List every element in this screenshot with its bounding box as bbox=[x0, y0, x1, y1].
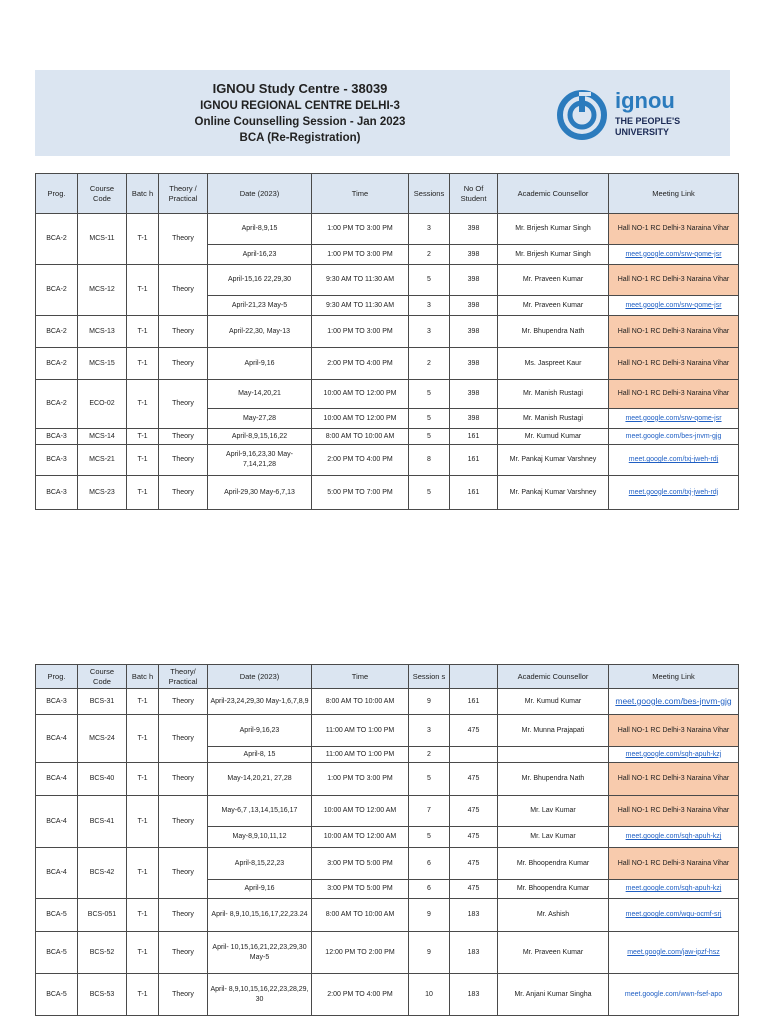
meeting-link-cell bbox=[609, 689, 739, 715]
venue-cell: Hall NO-1 RC Delhi-3 Naraina Vihar bbox=[609, 763, 739, 796]
students-cell: 398 bbox=[450, 380, 498, 409]
counsellor-cell: Mr. Brijesh Kumar Singh bbox=[498, 245, 609, 265]
students-cell: 398 bbox=[450, 316, 498, 348]
col-time: Time bbox=[312, 174, 409, 214]
prog-cell: BCA-2 bbox=[36, 214, 78, 265]
batch-cell: T-1 bbox=[127, 265, 159, 316]
date-cell: April- 10,15,16,21,22,23,29,30 May-5 bbox=[208, 932, 312, 974]
prog-cell: BCA-3 bbox=[36, 476, 78, 510]
table-row bbox=[36, 445, 739, 476]
prog-cell: BCA-2 bbox=[36, 316, 78, 348]
date-cell: April-22,30, May-13 bbox=[208, 316, 312, 348]
type-cell: Theory bbox=[159, 974, 208, 1016]
date-cell: April-29,30 May-6,7,13 bbox=[208, 476, 312, 510]
students-cell: 398 bbox=[450, 265, 498, 296]
schedule-table-1 bbox=[35, 173, 739, 510]
time-cell: 8:00 AM TO 10:00 AM bbox=[312, 429, 409, 445]
students-cell: 475 bbox=[450, 715, 498, 747]
date-cell: April-9,16 bbox=[208, 348, 312, 380]
sessions-cell: 3 bbox=[409, 715, 450, 747]
time-cell: 2:00 PM TO 4:00 PM bbox=[312, 348, 409, 380]
time-cell: 9:30 AM TO 11:30 AM bbox=[312, 296, 409, 316]
col-counsellor: Academic Counsellor bbox=[498, 174, 609, 214]
type-cell: Theory bbox=[159, 316, 208, 348]
batch-cell: T-1 bbox=[127, 974, 159, 1016]
sessions-cell: 5 bbox=[409, 265, 450, 296]
table-row bbox=[36, 348, 739, 380]
sessions-cell: 6 bbox=[409, 848, 450, 880]
date-cell: April-8,15,22,23 bbox=[208, 848, 312, 880]
col-sessions: Sessions bbox=[409, 174, 450, 214]
prog-cell: BCA-5 bbox=[36, 899, 78, 932]
table-row bbox=[36, 265, 739, 296]
type-cell: Theory bbox=[159, 429, 208, 445]
students-cell: 398 bbox=[450, 296, 498, 316]
course-code-cell: MCS-15 bbox=[78, 348, 127, 380]
sessions-cell: 3 bbox=[409, 316, 450, 348]
counsellor-cell: Mr. Praveen Kumar bbox=[498, 296, 609, 316]
study-centre-title: IGNOU Study Centre - 38039 bbox=[212, 81, 388, 96]
prog-cell: BCA-4 bbox=[36, 796, 78, 848]
counsellor-cell: Mr. Manish Rustagi bbox=[498, 380, 609, 409]
students-cell: 161 bbox=[450, 476, 498, 510]
course-code-cell: MCS-11 bbox=[78, 214, 127, 265]
students-cell: 475 bbox=[450, 848, 498, 880]
counsellor-cell: Mr. Bhoopendra Kumar bbox=[498, 848, 609, 880]
counsellor-cell: Mr. Praveen Kumar bbox=[498, 265, 609, 296]
date-cell: May-14,20,21, 27,28 bbox=[208, 763, 312, 796]
time-cell: 2:00 PM TO 4:00 PM bbox=[312, 974, 409, 1016]
type-cell: Theory bbox=[159, 763, 208, 796]
venue-cell: Hall NO-1 RC Delhi-3 Naraina Vihar bbox=[609, 796, 739, 827]
sessions-cell: 5 bbox=[409, 409, 450, 429]
students-cell: 398 bbox=[450, 409, 498, 429]
date-cell: April-8,9,15,16,22 bbox=[208, 429, 312, 445]
batch-cell: T-1 bbox=[127, 689, 159, 715]
col-course-code: Course Code bbox=[78, 174, 127, 214]
date-cell: April-15,16 22,29,30 bbox=[208, 265, 312, 296]
col-date: Date (2023) bbox=[208, 665, 312, 689]
sessions-cell: 5 bbox=[409, 763, 450, 796]
prog-cell: BCA-2 bbox=[36, 380, 78, 429]
course-code-cell: BCS-42 bbox=[78, 848, 127, 899]
venue-cell: Hall NO-1 RC Delhi-3 Naraina Vihar bbox=[609, 316, 739, 348]
meeting-link-cell bbox=[609, 932, 739, 974]
course-code-cell: BCS-31 bbox=[78, 689, 127, 715]
type-cell: Theory bbox=[159, 380, 208, 429]
course-code-cell: MCS-21 bbox=[78, 445, 127, 476]
sessions-cell: 7 bbox=[409, 796, 450, 827]
venue-cell: Hall NO-1 RC Delhi-3 Naraina Vihar bbox=[609, 348, 739, 380]
table-header-row bbox=[36, 174, 739, 214]
batch-cell: T-1 bbox=[127, 848, 159, 899]
counsellor-cell: Mr. Ashish bbox=[498, 899, 609, 932]
course-code-cell: MCS-12 bbox=[78, 265, 127, 316]
batch-cell: T-1 bbox=[127, 899, 159, 932]
table-row bbox=[36, 429, 739, 445]
col-prog: Prog. bbox=[36, 665, 78, 689]
col-prog: Prog. bbox=[36, 174, 78, 214]
meeting-link-cell bbox=[609, 429, 739, 445]
date-cell: April- 8,9,10,15,16,17,22,23.24 bbox=[208, 899, 312, 932]
type-cell: Theory bbox=[159, 265, 208, 316]
date-cell: April-9,16,23,30 May-7,14,21,28 bbox=[208, 445, 312, 476]
prog-cell: BCA-3 bbox=[36, 429, 78, 445]
col-batch: Batc h bbox=[127, 174, 159, 214]
time-cell: 1:00 PM TO 3:00 PM bbox=[312, 214, 409, 245]
students-cell: 183 bbox=[450, 932, 498, 974]
sessions-cell: 2 bbox=[409, 348, 450, 380]
date-cell: April-9,16 bbox=[208, 880, 312, 899]
meeting-link[interactable]: meet.google.com/sqh-apuh-kzj bbox=[625, 885, 722, 892]
venue-cell: Hall NO-1 RC Delhi-3 Naraina Vihar bbox=[609, 715, 739, 747]
logo-wordmark: ignou bbox=[615, 88, 675, 113]
counsellor-cell: Mr. Bhupendra Nath bbox=[498, 763, 609, 796]
prog-cell: BCA-3 bbox=[36, 689, 78, 715]
table-row bbox=[36, 380, 739, 409]
course-code-cell: BCS-52 bbox=[78, 932, 127, 974]
time-cell: 1:00 PM TO 3:00 PM bbox=[312, 763, 409, 796]
course-code-cell: BCS-40 bbox=[78, 763, 127, 796]
prog-cell: BCA-3 bbox=[36, 445, 78, 476]
sessions-cell: 9 bbox=[409, 899, 450, 932]
students-cell: 475 bbox=[450, 796, 498, 827]
type-cell: Theory bbox=[159, 348, 208, 380]
meeting-link-cell bbox=[609, 409, 739, 429]
ignou-logo bbox=[555, 88, 695, 142]
col-sessions: Session s bbox=[409, 665, 450, 689]
course-code-cell: MCS-14 bbox=[78, 429, 127, 445]
col-date: Date (2023) bbox=[208, 174, 312, 214]
table-row bbox=[36, 974, 739, 1016]
course-code-cell: MCS-24 bbox=[78, 715, 127, 763]
students-cell: 161 bbox=[450, 429, 498, 445]
students-cell: 475 bbox=[450, 880, 498, 899]
table-row bbox=[36, 476, 739, 510]
type-cell: Theory bbox=[159, 689, 208, 715]
students-cell: 398 bbox=[450, 348, 498, 380]
prog-cell: BCA-2 bbox=[36, 265, 78, 316]
time-cell: 10:00 AM TO 12:00 AM bbox=[312, 796, 409, 827]
time-cell: 10:00 AM TO 12:00 PM bbox=[312, 409, 409, 429]
batch-cell: T-1 bbox=[127, 214, 159, 265]
counsellor-cell: Mr. Bhupendra Nath bbox=[498, 316, 609, 348]
table-row bbox=[36, 796, 739, 827]
sessions-cell: 5 bbox=[409, 429, 450, 445]
sessions-cell: 8 bbox=[409, 445, 450, 476]
venue-cell: Hall NO-1 RC Delhi-3 Naraina Vihar bbox=[609, 380, 739, 409]
ignou-emblem-icon bbox=[555, 88, 609, 142]
time-cell: 1:00 PM TO 3:00 PM bbox=[312, 245, 409, 265]
col-theory-practical: Theory / Practical bbox=[159, 174, 208, 214]
date-cell: May-6,7 ,13,14,15,16,17 bbox=[208, 796, 312, 827]
batch-cell: T-1 bbox=[127, 316, 159, 348]
meeting-link[interactable]: meet.google.com/wqu-ocmf-srj bbox=[625, 911, 722, 918]
date-cell: May-27,28 bbox=[208, 409, 312, 429]
table-row bbox=[36, 316, 739, 348]
time-cell: 10:00 AM TO 12:00 PM bbox=[312, 380, 409, 409]
time-cell: 10:00 AM TO 12:00 AM bbox=[312, 827, 409, 848]
prog-cell: BCA-2 bbox=[36, 348, 78, 380]
meeting-link[interactable]: meet.google.com/jaw-ipzf-hsz bbox=[627, 948, 720, 956]
counsellor-cell: Mr. Praveen Kumar bbox=[498, 932, 609, 974]
counsellor-cell: Mr. Pankaj Kumar Varshney bbox=[498, 476, 609, 510]
counsellor-cell: Mr. Manish Rustagi bbox=[498, 409, 609, 429]
counsellor-cell bbox=[498, 747, 609, 763]
type-cell: Theory bbox=[159, 715, 208, 763]
course-code-cell: BCS-53 bbox=[78, 974, 127, 1016]
sessions-cell: 2 bbox=[409, 245, 450, 265]
counsellor-cell: Mr. Kumud Kumar bbox=[498, 689, 609, 715]
col-meeting-link: Meeting Link bbox=[609, 174, 739, 214]
meeting-link-cell bbox=[609, 445, 739, 476]
sessions-cell: 10 bbox=[409, 974, 450, 1016]
col-meeting-link: Meeting Link bbox=[609, 665, 739, 689]
date-cell: April- 8,9,10,15,16,22,23,28,29, 30 bbox=[208, 974, 312, 1016]
batch-cell: T-1 bbox=[127, 429, 159, 445]
type-cell: Theory bbox=[159, 476, 208, 510]
meeting-link[interactable]: meet.google.com/sqh-apuh-kzj bbox=[625, 833, 722, 840]
time-cell: 8:00 AM TO 10:00 AM bbox=[312, 899, 409, 932]
table-row bbox=[36, 763, 739, 796]
students-cell: 475 bbox=[450, 763, 498, 796]
venue-cell: Hall NO-1 RC Delhi-3 Naraina Vihar bbox=[609, 848, 739, 880]
meeting-link[interactable]: meet.google.com/txj-jweh-rdj bbox=[628, 456, 719, 463]
counsellor-cell: Mr. Munna Prajapati bbox=[498, 715, 609, 747]
sessions-cell: 6 bbox=[409, 880, 450, 899]
students-cell: 398 bbox=[450, 214, 498, 245]
time-cell: 3:00 PM TO 5:00 PM bbox=[312, 880, 409, 899]
meeting-link[interactable]: meet.google.com/srw-qome-jsr bbox=[625, 414, 722, 422]
prog-cell: BCA-4 bbox=[36, 848, 78, 899]
type-cell: Theory bbox=[159, 899, 208, 932]
meeting-link[interactable]: meet.google.com/bes-jnvm-gjg bbox=[625, 432, 722, 440]
time-cell: 2:00 PM TO 4:00 PM bbox=[312, 445, 409, 476]
logo-tagline-1: THE PEOPLE'S bbox=[615, 116, 681, 126]
table-row bbox=[36, 689, 739, 715]
meeting-link-cell bbox=[609, 827, 739, 848]
page-header bbox=[35, 70, 730, 156]
date-cell: April-8, 15 bbox=[208, 747, 312, 763]
students-cell: 183 bbox=[450, 899, 498, 932]
batch-cell: T-1 bbox=[127, 796, 159, 848]
meeting-link[interactable]: meet.google.com/srw-qome-jsr bbox=[625, 250, 722, 258]
col-students: No Of Student bbox=[450, 174, 498, 214]
meeting-link-cell bbox=[609, 899, 739, 932]
counsellor-cell: Mr. Lav Kumar bbox=[498, 827, 609, 848]
meeting-link[interactable]: meet.google.com/sqh-apuh-kzj bbox=[625, 750, 722, 758]
time-cell: 12:00 PM TO 2:00 PM bbox=[312, 932, 409, 974]
date-cell: April-23,24,29,30 May-1,6,7,8,9 bbox=[208, 689, 312, 715]
time-cell: 9:30 AM TO 11:30 AM bbox=[312, 265, 409, 296]
meeting-link[interactable]: meet.google.com/txj-jweh-rdj bbox=[628, 488, 719, 496]
counsellor-cell: Mr. Kumud Kumar bbox=[498, 429, 609, 445]
meeting-link[interactable]: meet.google.com/srw-qome-jsr bbox=[625, 301, 722, 309]
table-row bbox=[36, 932, 739, 974]
table-header-row bbox=[36, 665, 739, 689]
meeting-link-cell bbox=[609, 747, 739, 763]
course-code-cell: ECO-02 bbox=[78, 380, 127, 429]
time-cell: 5:00 PM TO 7:00 PM bbox=[312, 476, 409, 510]
logo-tagline-2: UNIVERSITY bbox=[615, 127, 670, 137]
meeting-link-cell bbox=[609, 245, 739, 265]
batch-cell: T-1 bbox=[127, 763, 159, 796]
course-code-cell: BCS-41 bbox=[78, 796, 127, 848]
counsellor-cell: Mr. Lav Kumar bbox=[498, 796, 609, 827]
date-cell: May-8,9,10,11,12 bbox=[208, 827, 312, 848]
students-cell: 475 bbox=[450, 827, 498, 848]
students-cell: 161 bbox=[450, 445, 498, 476]
col-students bbox=[450, 665, 498, 689]
batch-cell: T-1 bbox=[127, 932, 159, 974]
batch-cell: T-1 bbox=[127, 348, 159, 380]
venue-cell: Hall NO-1 RC Delhi-3 Naraina Vihar bbox=[609, 214, 739, 245]
counsellor-cell: Mr. Anjani Kumar Singha bbox=[498, 974, 609, 1016]
col-course-code: Course Code bbox=[78, 665, 127, 689]
schedule-table-2 bbox=[35, 664, 739, 1016]
venue-cell: Hall NO-1 RC Delhi-3 Naraina Vihar bbox=[609, 265, 739, 296]
time-cell: 11:00 AM TO 1:00 PM bbox=[312, 715, 409, 747]
counsellor-cell: Mr. Bhoopendra Kumar bbox=[498, 880, 609, 899]
type-cell: Theory bbox=[159, 796, 208, 848]
students-cell: 161 bbox=[450, 689, 498, 715]
course-code-cell: BCS-051 bbox=[78, 899, 127, 932]
type-cell: Theory bbox=[159, 848, 208, 899]
type-cell: Theory bbox=[159, 932, 208, 974]
col-theory-practical: Theory/ Practical bbox=[159, 665, 208, 689]
students-cell bbox=[450, 747, 498, 763]
table-row bbox=[36, 715, 739, 747]
batch-cell: T-1 bbox=[127, 476, 159, 510]
sessions-cell: 2 bbox=[409, 747, 450, 763]
batch-cell: T-1 bbox=[127, 445, 159, 476]
counsellor-cell: Mr. Pankaj Kumar Varshney bbox=[498, 445, 609, 476]
sessions-cell: 3 bbox=[409, 296, 450, 316]
date-cell: April-8,9,15 bbox=[208, 214, 312, 245]
table-row bbox=[36, 214, 739, 245]
col-batch: Batc h bbox=[127, 665, 159, 689]
table-row bbox=[36, 848, 739, 880]
prog-cell: BCA-5 bbox=[36, 974, 78, 1016]
type-cell: Theory bbox=[159, 214, 208, 265]
header-titles bbox=[135, 80, 465, 146]
students-cell: 183 bbox=[450, 974, 498, 1016]
date-cell: April-21,23 May-5 bbox=[208, 296, 312, 316]
date-cell: May-14,20,21 bbox=[208, 380, 312, 409]
regional-centre-title: IGNOU REGIONAL CENTRE DELHI-3 bbox=[200, 100, 400, 112]
date-cell: April-9,16,23 bbox=[208, 715, 312, 747]
meeting-link-cell bbox=[609, 880, 739, 899]
course-code-cell: MCS-23 bbox=[78, 476, 127, 510]
sessions-cell: 3 bbox=[409, 214, 450, 245]
prog-cell: BCA-4 bbox=[36, 715, 78, 763]
table-row bbox=[36, 899, 739, 932]
sessions-cell: 9 bbox=[409, 689, 450, 715]
prog-cell: BCA-4 bbox=[36, 763, 78, 796]
students-cell: 398 bbox=[450, 245, 498, 265]
col-counsellor: Academic Counsellor bbox=[498, 665, 609, 689]
meeting-link-cell bbox=[609, 296, 739, 316]
meeting-link[interactable]: meet.google.com/bes-jnvm-gjg bbox=[615, 695, 732, 706]
time-cell: 11:00 AM TO 1:00 PM bbox=[312, 747, 409, 763]
type-cell: Theory bbox=[159, 445, 208, 476]
time-cell: 8:00 AM TO 10:00 AM bbox=[312, 689, 409, 715]
meeting-link-cell bbox=[609, 974, 739, 1016]
time-cell: 3:00 PM TO 5:00 PM bbox=[312, 848, 409, 880]
counsellor-cell: Ms. Jaspreet Kaur bbox=[498, 348, 609, 380]
batch-cell: T-1 bbox=[127, 715, 159, 763]
session-title: Online Counselling Session - Jan 2023 bbox=[194, 116, 406, 128]
sessions-cell: 9 bbox=[409, 932, 450, 974]
programme-title: BCA (Re-Registration) bbox=[239, 132, 361, 144]
counsellor-cell: Mr. Brijesh Kumar Singh bbox=[498, 214, 609, 245]
meeting-link[interactable]: meet.google.com/wwn-fsef-apo bbox=[624, 990, 723, 998]
sessions-cell: 5 bbox=[409, 380, 450, 409]
col-time: Time bbox=[312, 665, 409, 689]
time-cell: 1:00 PM TO 3:00 PM bbox=[312, 316, 409, 348]
date-cell: April-16,23 bbox=[208, 245, 312, 265]
sessions-cell: 5 bbox=[409, 476, 450, 510]
prog-cell: BCA-5 bbox=[36, 932, 78, 974]
sessions-cell: 5 bbox=[409, 827, 450, 848]
course-code-cell: MCS-13 bbox=[78, 316, 127, 348]
meeting-link-cell bbox=[609, 476, 739, 510]
batch-cell: T-1 bbox=[127, 380, 159, 429]
